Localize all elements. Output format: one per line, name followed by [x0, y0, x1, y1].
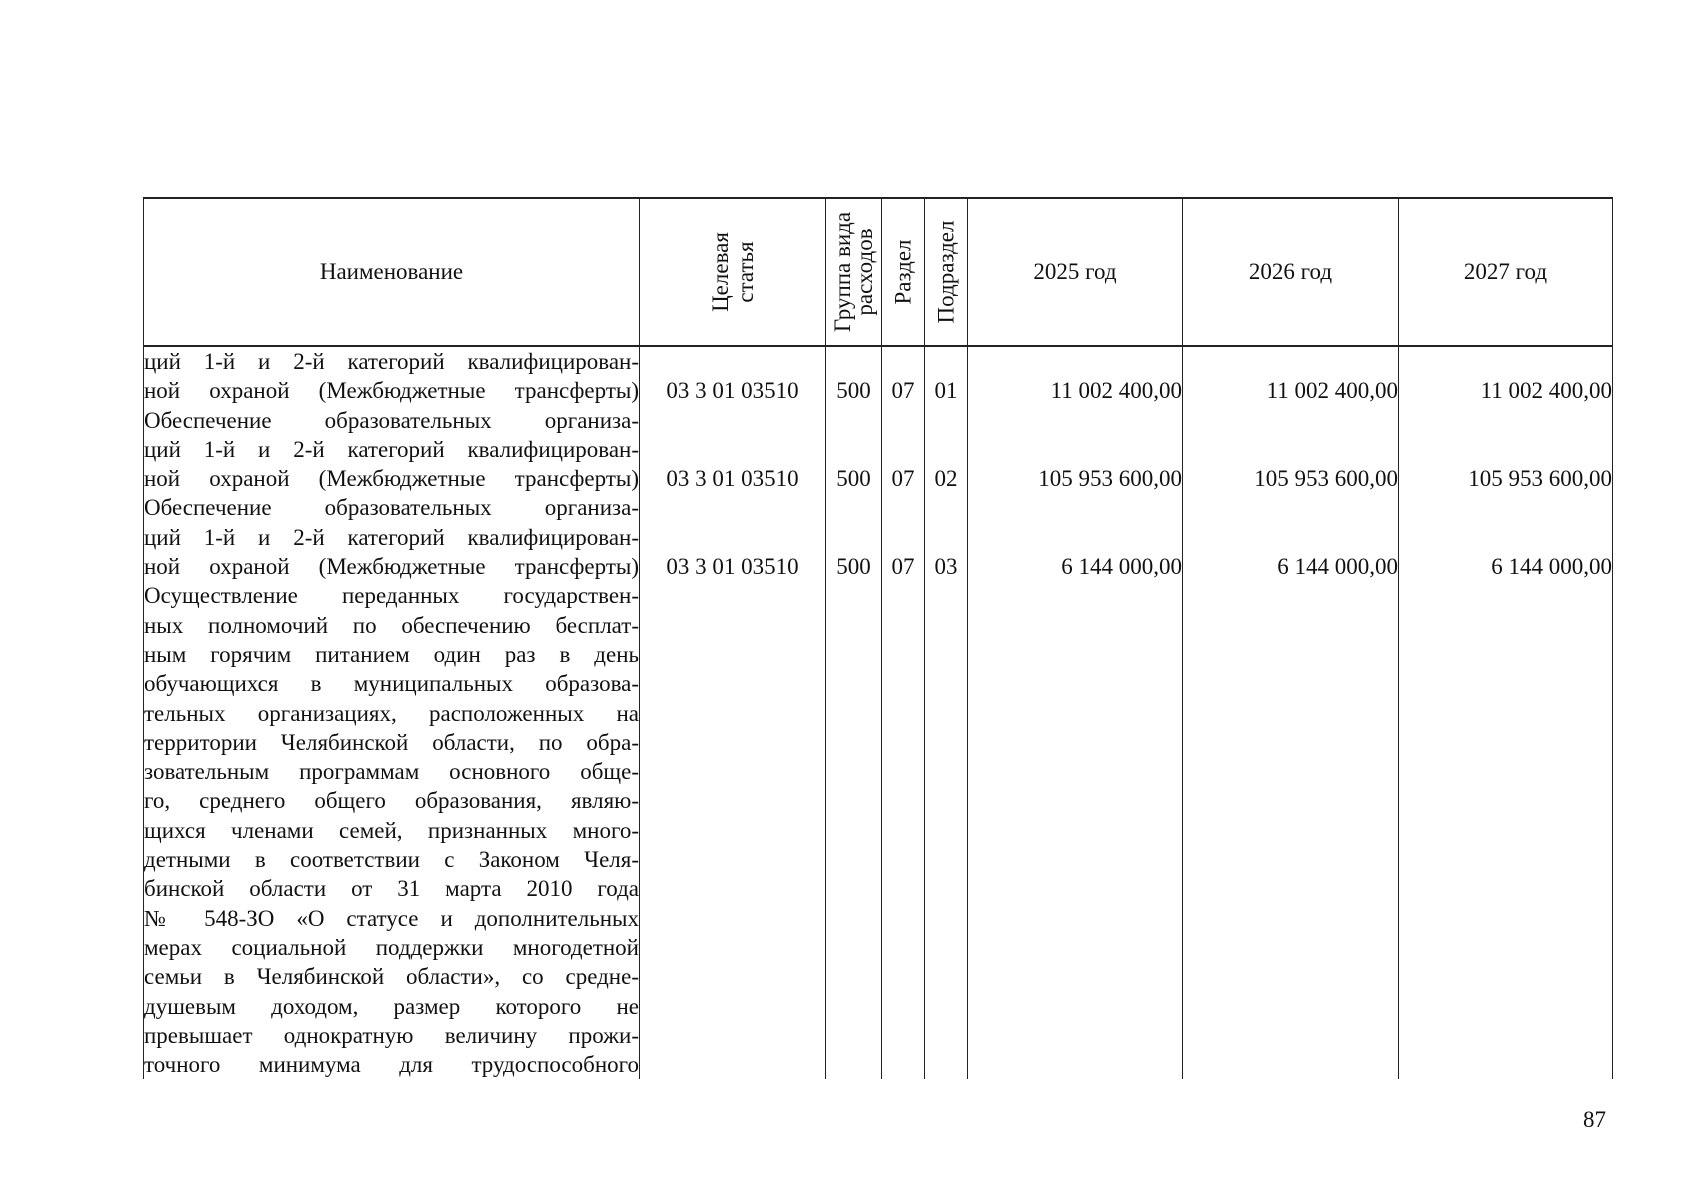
name-line: № 548-ЗО «О статусе и дополнительных: [144, 905, 639, 931]
name-line: душевым доходом, размер которого не: [144, 993, 639, 1019]
header-name: Наименование: [144, 198, 640, 346]
cell-2026: 105 953 600,00: [1183, 406, 1399, 494]
cell-name: [144, 493, 640, 581]
cell-2027: 105 953 600,00: [1399, 406, 1613, 494]
cell-expense-group: [826, 581, 882, 1079]
cell-subsection: 01: [925, 346, 968, 406]
cell-name: [144, 581, 640, 1079]
header-expense-group: Группа вида расходов: [826, 198, 882, 346]
name-line: тельных организациях, расположенных на: [144, 700, 639, 726]
cell-expense-group: 500: [826, 346, 882, 406]
name-line: Осуществление переданных государствен-: [144, 583, 639, 609]
name-line: зовательным программам основного обще-: [144, 759, 639, 785]
cell-name: [144, 346, 640, 406]
name-line: бинской области от 31 марта 2010 года: [144, 876, 639, 902]
name-line: территории Челябинской области, по обра-: [144, 729, 639, 755]
cell-expense-group: 500: [826, 493, 882, 581]
header-subsection: Подраздел: [925, 198, 968, 346]
name-line: щихся членами семей, признанных много-: [144, 817, 639, 843]
name-line: превышает однократную величину прожи-: [144, 1022, 639, 1048]
name-line: ций 1-й и 2-й категорий квалифицирован-: [144, 436, 639, 462]
cell-target-article: 03 3 01 03510: [640, 406, 826, 494]
name-line: Обеспечение образовательных организа-: [144, 495, 639, 521]
cell-subsection: 02: [925, 406, 968, 494]
header-2027: 2027 год: [1399, 198, 1613, 346]
budget-table: [143, 197, 1613, 1079]
cell-section: [882, 581, 925, 1079]
header-section: Раздел: [882, 198, 925, 346]
cell-section: 07: [882, 406, 925, 494]
name-line: ций 1-й и 2-й категорий квалифицирован-: [144, 349, 639, 374]
cell-expense-group: 500: [826, 406, 882, 494]
table-row: [144, 581, 1613, 1079]
cell-subsection: 03: [925, 493, 968, 581]
cell-target-article: [640, 581, 826, 1079]
cell-2025: 6 144 000,00: [968, 493, 1183, 581]
table-row: [144, 346, 1613, 406]
cell-name: [144, 406, 640, 494]
cell-2027: 6 144 000,00: [1399, 493, 1613, 581]
cell-2027: [1399, 581, 1613, 1079]
name-line: мерах социальной поддержки многодетной: [144, 934, 639, 960]
name-line: ной охраной (Межбюджетные трансферты): [144, 466, 639, 492]
cell-section: 07: [882, 346, 925, 406]
name-line: точного минимума для трудоспособного: [144, 1052, 639, 1078]
cell-2025: 105 953 600,00: [968, 406, 1183, 494]
cell-2026: 6 144 000,00: [1183, 493, 1399, 581]
name-line: детными в соответствии с Законом Челя-: [144, 847, 639, 873]
cell-2025: 11 002 400,00: [968, 346, 1183, 406]
header-target-article: Целевая статья: [640, 198, 826, 346]
cell-subsection: [925, 581, 968, 1079]
name-line: семьи в Челябинской области», со средне-: [144, 964, 639, 990]
name-line: го, среднего общего образования, являю-: [144, 788, 639, 814]
name-line: ных полномочий по обеспечению бесплат-: [144, 612, 639, 638]
cell-2027: 11 002 400,00: [1399, 346, 1613, 406]
cell-2026: [1183, 581, 1399, 1079]
cell-target-article: 03 3 01 03510: [640, 493, 826, 581]
name-line: Обеспечение образовательных организа-: [144, 407, 639, 433]
header-2025: 2025 год: [968, 198, 1183, 346]
name-line: ной охраной (Межбюджетные трансферты): [144, 554, 639, 580]
cell-2025: [968, 581, 1183, 1079]
name-line: ной охраной (Межбюджетные трансферты): [144, 378, 639, 404]
cell-section: 07: [882, 493, 925, 581]
cell-2026: 11 002 400,00: [1183, 346, 1399, 406]
table-body: [144, 346, 1613, 1079]
name-line: обучающихся в муниципальных образова-: [144, 671, 639, 697]
name-line: ций 1-й и 2-й категорий квалифицирован-: [144, 524, 639, 550]
table-row: [144, 406, 1613, 494]
page-number: 87: [1583, 1107, 1606, 1132]
table-row: [144, 493, 1613, 581]
name-line: ным горячим питанием один раз в день: [144, 641, 639, 667]
table-header-row: [144, 198, 1613, 346]
header-2026: 2026 год: [1183, 198, 1399, 346]
cell-target-article: 03 3 01 03510: [640, 346, 826, 406]
